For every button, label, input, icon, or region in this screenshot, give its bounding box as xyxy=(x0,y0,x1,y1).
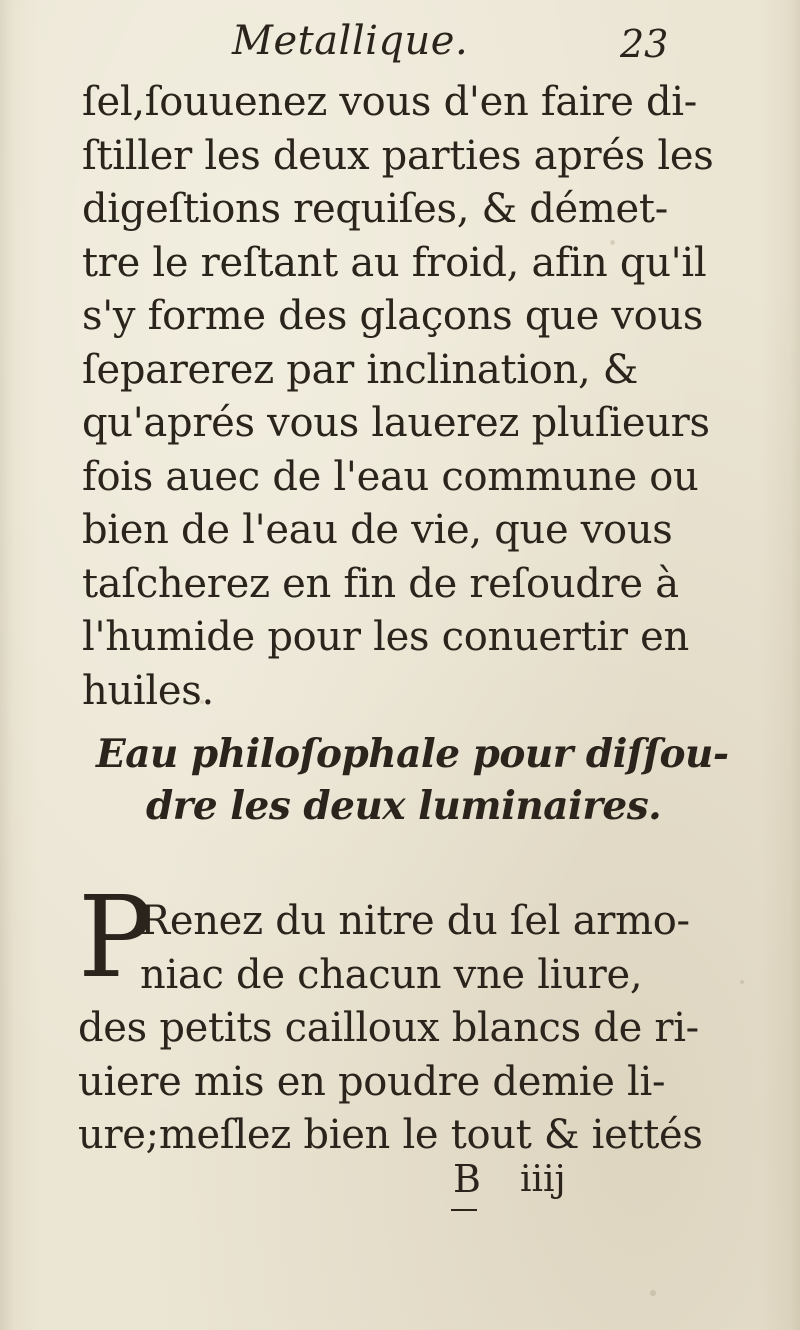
text-line: ſtiller les deux parties aprés les xyxy=(82,132,714,179)
drop-cap: P xyxy=(78,873,154,1003)
text-line: ſel,ſouuenez vous d'en faire di- xyxy=(82,79,697,125)
text-line: l'humide pour les conuertir en xyxy=(82,614,689,660)
signature-underline xyxy=(451,1209,477,1211)
running-head: Metallique. xyxy=(232,18,469,64)
paper-speck xyxy=(650,1290,656,1296)
heading-line: dre les deux luminaires. xyxy=(146,783,662,829)
signature-mark: B xyxy=(453,1157,481,1201)
text-line: Renez du nitre du ſel armo- xyxy=(140,898,690,944)
text-line: tre le reſtant au froid, afin qu'il xyxy=(82,239,707,286)
paper-speck xyxy=(740,980,744,984)
paragraph-1 xyxy=(82,76,714,718)
text-line: niac de chacun vne liure, xyxy=(140,951,643,998)
page-footer xyxy=(0,1157,800,1217)
heading-line: Eau philoſophale pour diſſou- xyxy=(96,731,729,777)
paragraph-2 xyxy=(78,895,703,1163)
text-line: ſeparerez par inclination, & xyxy=(82,346,639,393)
text-line: s'y forme des glaçons que vous xyxy=(82,293,704,339)
text-line: des petits cailloux blancs de ri- xyxy=(78,1005,699,1051)
text-line: huiles. xyxy=(82,667,214,714)
text-line: digeſtions requiſes, & démet- xyxy=(82,186,668,232)
page-header xyxy=(0,18,800,78)
text-line: qu'aprés vous lauerez pluſieurs xyxy=(82,400,710,446)
text-line: ure;meſlez bien le tout & iettés xyxy=(78,1112,703,1158)
signature-number: iiij xyxy=(520,1159,566,1200)
text-line: fois auec de l'eau commune ou xyxy=(82,453,699,500)
text-line: taſcherez en fin de reſoudre à xyxy=(82,560,679,607)
text-line: bien de l'eau de vie, que vous xyxy=(82,507,673,553)
text-line: uiere mis en poudre demie li- xyxy=(78,1058,666,1105)
section-heading xyxy=(96,728,729,832)
page-number: 23 xyxy=(620,22,669,66)
